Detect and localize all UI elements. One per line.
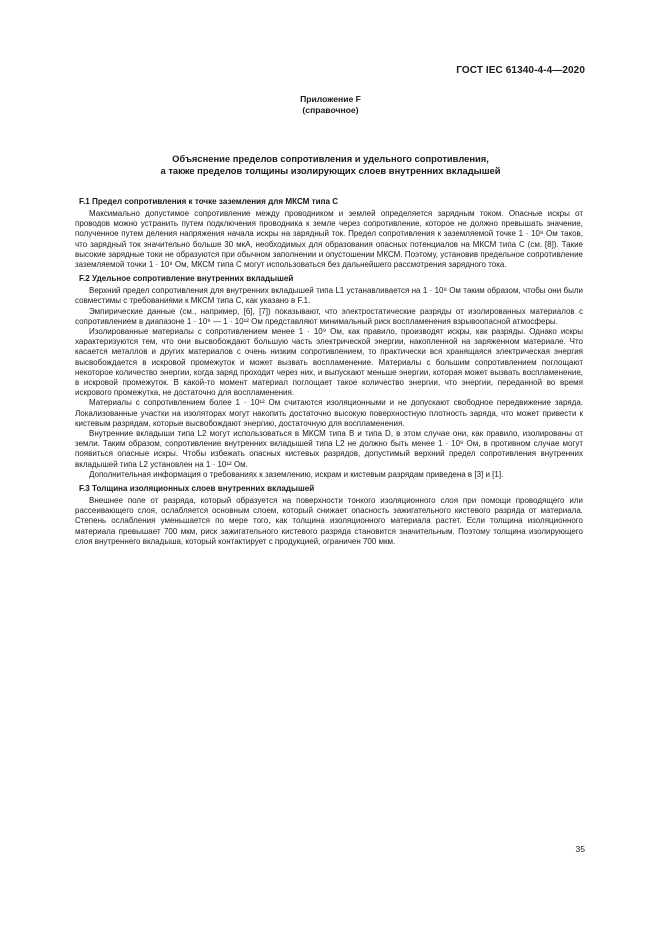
page-number: 35: [575, 844, 585, 854]
paragraph: Верхний предел сопротивления для внутренних вкладышей типа L1 устанавливается на 1 · 10⁸ Ом таким образом, чтобы они были совместимы с требованиями к МКСМ типа С, как указано в F.1.: [75, 286, 583, 306]
paragraph: Дополнительная информация о требованиях к заземлению, искрам и кистевым разрядам приведена в [3] и [1].: [89, 469, 504, 479]
annex-title: Приложение F: [300, 94, 361, 104]
annex-kind: (справочное): [302, 105, 359, 115]
paragraph: Максимально допустимое сопротивление между проводником и землей определяется зарядным током. Опасные искры от проводов можно устранить путем подключения проводника к земле через сопротивление, которое не должно превышать значение, полученное путем деления напряжения начала искры на зарядный ток. Предел сопротивления к заземляемой точке 1 · 10⁸ Ом таков, что зарядный ток значительно больше 30 мкА, необходимых для образования опасных потенциалов на МКСМ типа С (см. [8]). Такие высокие зарядные токи не образуются при обычном заполнении и опустошении МКСМ. Поэтому, установив предельное сопротивление заземляемой точки 1 · 10⁸ Ом, МКСМ типа С могут использоваться без дальнейшего рассмотрения зарядного тока.: [75, 209, 583, 270]
paragraph: Материалы с сопротивлением более 1 · 10¹² Ом считаются изоляционными и не допускают свободное передвижение заряда. Локализованные участки на изоляторах могут накопить достаточно высокую поверхностную плотность заряда, что может привести к кистевым разрядам, которые высвобождают энергию, достаточную для воспламенения.: [75, 398, 583, 428]
paragraph: Внешнее поле от разряда, который образуется на поверхности тонкого изоляционного слоя при помощи проводящего или рассеивающего слоя, ослабляется основным слоем, который снижает опасность зажигательного кистевого разряда от материала. Степень ослабления уменьшается по мере того, как толщина изоляционного материала растет. Если толщина изоляционного материала превышает 700 мкм, риск зажигательного кистевого разряда становится значительным. Поэтому толщина изолирующего слоя внутреннего вкладыша, который контактирует с продукцией, ограничен 700 мкм.: [75, 496, 583, 546]
section-f1: [75, 196, 583, 270]
standard-designation: ГОСТ IEC 61340-4-4—2020: [456, 65, 585, 76]
section-f2: [75, 273, 583, 480]
section-heading: F.3 Толщина изоляционных слоев внутренних вкладышей: [79, 484, 315, 494]
document-title-line-2: а также пределов толщины изолирующих слоев внутренних вкладышей: [160, 165, 501, 176]
paragraph: Изолированные материалы с сопротивлением менее 1 · 10⁹ Ом, как правило, производят искры, как разряды. Однако искры характеризуются тем, что они высвобождают большую часть электрической энергии, накопленной на заряженном материале. Что касается металлов и других материалов с очень низким сопротивлением, то практически вся хранящаяся электрическая энергия высвобождается в искровой промежуток и может вызвать воспламенение. Материалы с большим сопротивлением поглощают некоторое количество энергии, когда заряд проходит через них, и выпускают меньше энергии, которая может вызвать воспламенение, в искровой промежуток. В какой-то момент материал поглощает такое количество энергии, что энергии, переданной во время искрового промежутка, не достаточно для воспламенения.: [75, 327, 583, 398]
section-heading: F.1 Предел сопротивления к точке заземления для МКСМ типа С: [79, 197, 339, 206]
section-f3: [75, 483, 583, 547]
paragraph: Внутренние вкладыши типа L2 могут использоваться в МКСМ типа В и типа D, в этом случае они, как правило, изолированы от земли. Таким образом, сопротивление внутренних вкладышей типа L2 не должно быть менее 1 · 10⁹ Ом, в противном случае могут появиться опасные искры. Чтобы избежать опасных кистевых разрядов, допустимый верхний предел сопротивления внутренних вкладышей типа L2 установлен на 1 · 10¹² Ом.: [75, 429, 583, 469]
paragraph: Эмпирические данные (см., например, [6], [7]) показывают, что электростатические разряды от изолированных материалов с сопротивлением в диапазоне 1 · 10⁹ — 1 · 10¹² Ом представляют минимальный риск воспламенения взрывоопасной атмосферы.: [75, 306, 583, 326]
section-heading: F.2 Удельное сопротивление внутренних вкладышей: [79, 274, 294, 284]
document-body: [75, 196, 583, 550]
document-title-line-1: Объяснение пределов сопротивления и удельного сопротивления,: [172, 153, 489, 164]
